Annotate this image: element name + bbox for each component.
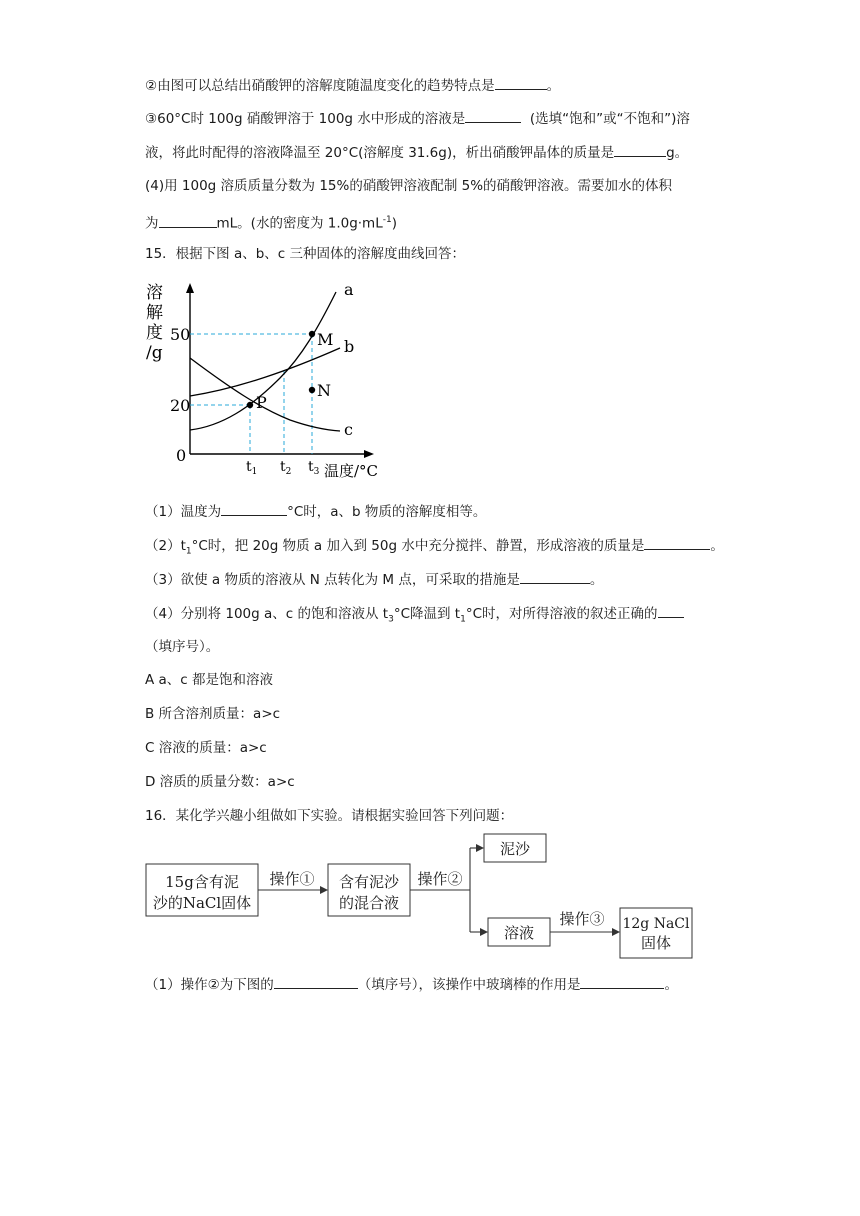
answer-blank[interactable] (580, 974, 664, 989)
q15-option-d: D 溶质的质量分数：a>c (145, 774, 295, 790)
q16-title: 16．某化学兴趣小组做如下实验。请根据实验回答下列问题： (145, 808, 514, 824)
answer-blank[interactable] (644, 535, 710, 550)
q14-p2: ②由图可以总结出硝酸钾的溶解度随温度变化的趋势特点是 。 (145, 75, 560, 96)
y-axis-arrow (186, 283, 194, 293)
answer-blank[interactable] (614, 142, 666, 157)
answer-blank[interactable] (520, 569, 590, 584)
y-tick-20: 20 (170, 396, 191, 415)
answer-blank[interactable] (465, 108, 521, 123)
point-m-label: M (317, 330, 334, 349)
answer-blank[interactable] (495, 75, 547, 90)
solubility-curve-chart (140, 278, 400, 478)
point-p (247, 402, 253, 408)
point-p-label: P (256, 393, 267, 412)
q15-sub1: （1）温度为 °C时，a、b 物质的溶解度相等。 (145, 501, 486, 522)
answer-blank[interactable] (274, 974, 358, 989)
x-tick-t2: $t_2$ (280, 459, 292, 477)
curve-c-label: c (344, 420, 353, 439)
flow-box3-label: 泥沙 (499, 840, 531, 858)
q14-p4-line2: 为 mL。(水的密度为 $1.0g\cdot mL^{-1}$) (145, 210, 397, 234)
flow-box2-line2: 的混合液 (338, 894, 400, 912)
flow-box2-line1: 含有泥沙 (338, 873, 400, 891)
point-n-label: N (317, 381, 331, 400)
y-label-1: 溶 (146, 283, 163, 303)
experiment-flowchart (140, 830, 700, 960)
q14-p3-line2: 液，将此时配得的溶液降温至 20°C(溶解度 31.6g)，析出硝酸钾晶体的质量是 g。 (145, 142, 688, 163)
flow-box5-line2: 固体 (640, 934, 672, 952)
q15-sub3: （3）欲使 a 物质的溶液从 N 点转化为 M 点，可采取的措施是 。 (145, 569, 603, 590)
q15-sub2: $(2)t_1^\circ C$时，把 20g 物质 a 加入到 50g 水中充分搅拌、静置，形成溶液的质量是 。 (145, 535, 724, 562)
flow-box4-label: 溶液 (503, 924, 535, 942)
x-axis-label: 温度/°C (324, 462, 379, 478)
q15-sub4-line2: （填序号）。 (145, 639, 220, 655)
flow-box5-line1: 12g NaCl (622, 916, 690, 932)
q16-sub1: （1）操作②为下图的 （填序号），该操作中玻璃棒的作用是 。 (145, 974, 678, 995)
x-axis-arrow (364, 450, 374, 458)
curve-b-label: b (344, 337, 355, 356)
arrowhead-1 (320, 886, 328, 894)
q15-option-a: A a、c 都是饱和溶液 (145, 672, 274, 688)
arrowhead-3 (612, 928, 620, 936)
flow-box1-line2: 沙的NaCl固体 (152, 894, 252, 912)
flow-op2-label: 操作② (417, 870, 463, 888)
y-label-3: 度 (146, 323, 163, 343)
q15-option-b: B 所含溶剂质量：a>c (145, 706, 281, 722)
arrowhead-sand (476, 844, 484, 852)
q15-sub4-line1: （4）分别将 100g a、c 的饱和溶液从 $t_3^\circ C$降温到 $t_1^\circ C$时，对所得溶液的叙述正确的 (145, 603, 684, 630)
curve-a-label: a (344, 280, 354, 299)
q15-option-c: C 溶液的质量：a>c (145, 740, 267, 756)
y-tick-50: 50 (170, 325, 191, 344)
answer-blank[interactable] (159, 213, 217, 228)
point-m (309, 331, 315, 337)
q14-p3-line1: ③60°C时 100g 硝酸钾溶于 100g 水中形成的溶液是 (选填“饱和”或“不饱和”)溶 (145, 108, 690, 129)
flow-box1-line1: 15g含有泥 (165, 873, 239, 891)
point-n (309, 387, 315, 393)
y-label-2: 解 (146, 303, 163, 323)
flow-op3-label: 操作③ (559, 910, 605, 928)
answer-blank[interactable] (221, 501, 287, 516)
origin-label: 0 (176, 446, 187, 465)
x-tick-t1: $t_1$ (246, 459, 258, 477)
x-tick-t3: $t_3$ (308, 459, 320, 477)
answer-blank[interactable] (658, 603, 684, 618)
y-label-4: /g (146, 343, 163, 363)
arrowhead-solution (480, 928, 488, 936)
flow-op1-label: 操作① (269, 870, 315, 888)
q15-title: 15．根据下图 a、b、c 三种固体的溶解度曲线回答： (145, 246, 466, 262)
q14-p4-line1: (4)用 100g 溶质质量分数为 15%的硝酸钾溶液配制 5%的硝酸钾溶液。需要加水的体积 (145, 178, 673, 194)
